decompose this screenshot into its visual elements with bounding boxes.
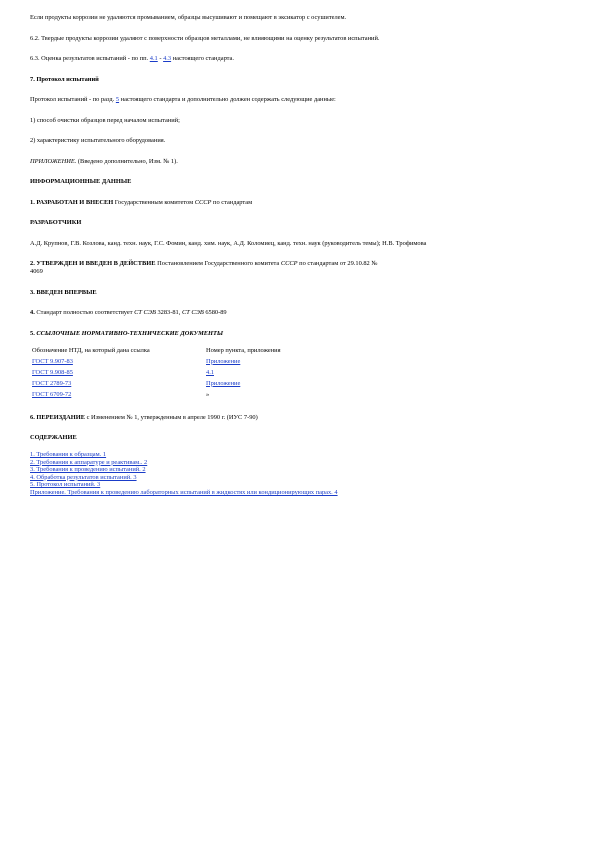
section-heading-protocol: 7. Протокол испытаний (30, 75, 99, 83)
link-gost-9-908-85[interactable]: ГОСТ 9.908-85 (32, 368, 73, 376)
link-gost-6709-72[interactable]: ГОСТ 6709-72 (32, 390, 72, 398)
text: - (157, 55, 164, 62)
paragraph-6-3 (30, 55, 575, 63)
text: СССР (194, 198, 212, 206)
text: 5. (30, 329, 35, 337)
toc-link-section-4[interactable]: 4. Обработка результатов испытаний. 3 (30, 473, 137, 481)
link-gost-9-907-83[interactable]: ГОСТ 9.907-83 (32, 357, 73, 365)
text: ССЫЛОЧНЫЕ НОРМАТИВНО-ТЕХНИЧЕСКИЕ ДОКУМЕНТЫ (34, 329, 224, 337)
protocol-item-2: 2) характеристику испытательного оборудования. (30, 137, 166, 144)
text: Протокол испытаний - по разд. (30, 96, 116, 103)
paragraph-protocol (30, 96, 575, 104)
text: по стандартам от 29.10.82 № (297, 260, 378, 267)
info-data-heading: ИНФОРМАЦИОННЫЕ ДАННЫЕ (30, 178, 132, 185)
info-item-1 (30, 199, 575, 207)
developers-list: А.Д. Крупнов, Г.В. Козлова, канд. техн. наук, Г.С. Фомин, канд. хим. наук, А.Д. Коломиец, канд. техн. наук (руководитель темы); Н.В. Трофимова (30, 239, 427, 247)
toc-link-section-3[interactable]: 3. Требования к проведению испытаний. 2 (30, 466, 146, 474)
text: 6.3. Оценка результатов испытаний - по пп. (30, 55, 150, 62)
table-row (32, 369, 406, 380)
text: 1. РАЗРАБОТАН И ВНЕСЕН (30, 198, 114, 206)
text: настоящего стандарта и дополнительно должен содержать следующие данные: (119, 96, 336, 103)
link-item-4-3[interactable]: 4.3 (163, 55, 172, 62)
text: СТ СЭВ (134, 309, 156, 316)
column-header-document: Обозначение НТД, на который дана ссылка (32, 346, 150, 354)
toc-link-section-2[interactable]: 2. Требования к аппаратуре и реактивам.. 2 (30, 458, 148, 466)
link-gost-2789-73[interactable]: ГОСТ 2789-73 (32, 379, 72, 387)
info-item-6 (30, 414, 575, 422)
text: настоящего стандарта. (171, 55, 234, 62)
info-item-3: 3. ВВЕДЕН ВПЕРВЫЕ (30, 288, 97, 296)
text: СССР (280, 260, 298, 267)
table-row (32, 380, 406, 391)
text: с Изменением № 1, утвержденным в апреле 1990 г. (ИУС 7-90) (84, 413, 258, 421)
text: 3283-81, (155, 309, 182, 316)
appendix-note (30, 158, 575, 166)
text: Постановлением Государственного комитета (155, 260, 281, 267)
text: Государственным комитетом (113, 198, 195, 206)
link-appendix[interactable]: Приложение (206, 357, 241, 365)
appendix-label: ПРИЛОЖЕНИЕ. (30, 157, 77, 165)
contents-heading: СОДЕРЖАНИЕ (30, 434, 77, 441)
ditto-mark: » (206, 390, 210, 398)
link-item-4-1[interactable]: 4.1 (149, 55, 158, 62)
toc-link-appendix[interactable]: Приложение. Требования к проведению лабораторных испытаний в жидкостях или кондиционирующих парах. 4 (30, 488, 338, 496)
table-of-contents (30, 451, 575, 497)
table-row (32, 391, 406, 402)
table-row (32, 358, 406, 369)
protocol-item-1: 1) способ очистки образцов перед началом испытаний; (30, 116, 180, 124)
link-section-5[interactable]: 5 (115, 96, 120, 103)
toc-link-section-1[interactable]: 1. Требования к образцам. 1 (30, 451, 107, 458)
link-item-4-1[interactable]: 4.1 (206, 368, 214, 376)
info-item-4 (30, 309, 575, 317)
document-page (30, 14, 575, 497)
text: (Введено дополнительно, Изм. № 1). (76, 157, 178, 165)
references-table (32, 347, 406, 402)
toc-link-section-5[interactable]: 5. Протокол испытаний. 3 (30, 481, 101, 489)
text: Стандарт полностью соответствует (34, 309, 135, 316)
info-item-5 (30, 330, 575, 338)
text: 4069 (30, 268, 43, 275)
info-item-2 (30, 260, 575, 276)
paragraph-6-2: 6.2. Твердые продукты коррозии удаляют с поверхности образцов металлами, не влияющими на оценку результатов испытаний. (30, 34, 380, 42)
table-header-row (32, 347, 406, 358)
text: 2. УТВЕРЖДЕН И ВВЕДЕН В ДЕЙСТВИЕ (30, 260, 156, 267)
text: 6. ПЕРЕИЗДАНИЕ (30, 413, 85, 421)
text: 6580-89 (203, 309, 227, 316)
column-header-item: Номер пункта, приложения (206, 346, 281, 354)
paragraph-corrosion-products: Если продукты коррозии не удаляются промыванием, образцы высушивают и помещают в эксикатор с осушителем. (30, 14, 347, 21)
text: 4. (30, 309, 35, 316)
link-appendix[interactable]: Приложение (206, 379, 241, 387)
text: по стандартам (211, 198, 253, 206)
text: СТ СЭВ (181, 309, 204, 316)
developers-heading: РАЗРАБОТЧИКИ (30, 219, 82, 226)
